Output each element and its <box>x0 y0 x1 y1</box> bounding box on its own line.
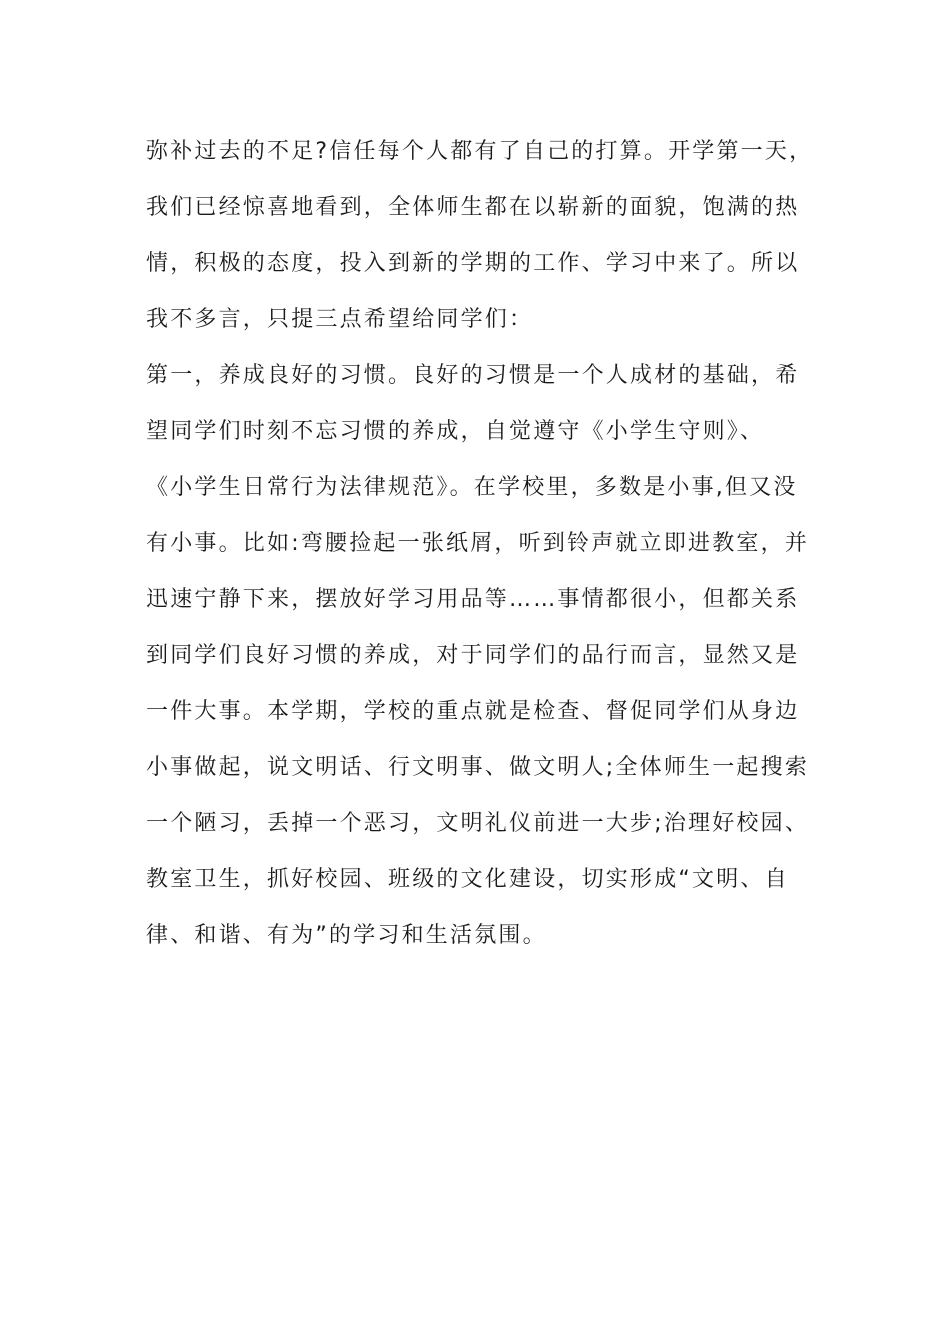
text-line: 弥补过去的不足?信任每个人都有了自己的打算。开学第一天， <box>146 139 814 164</box>
text-line: 我不多言，只提三点希望给同学们： <box>146 307 534 332</box>
text-line: 律、和谐、有为”的学习和生活氛围。 <box>146 923 547 948</box>
text-line: 教室卫生，抓好校园、班级的文化建设，切实形成“文明、自 <box>146 867 789 892</box>
text-line: 情，积极的态度，投入到新的学期的工作、学习中来了。所以 <box>146 251 800 276</box>
text-line: 我们已经惊喜地看到，全体师生都在以崭新的面貌，饱满的热 <box>146 195 800 220</box>
text-line: 望同学们时刻不忘习惯的养成，自觉遵守《小学生守则》、 <box>146 419 765 444</box>
text-line: 小事做起，说文明话、行文明事、做文明人;全体师生一起搜索 <box>146 755 810 780</box>
body-text <box>146 124 826 964</box>
text-line: 一件大事。本学期，学校的重点就是检查、督促同学们从身边 <box>146 699 800 724</box>
text-line: 有小事。比如:弯腰捡起一张纸屑，听到铃声就立即进教室，并 <box>146 531 810 556</box>
text-line: 第一，养成良好的习惯。良好的习惯是一个人成材的基础，希 <box>146 363 800 388</box>
text-line: 迅速宁静下来，摆放好学习用品等……事情都很小，但都关系 <box>146 587 800 612</box>
text-line: 到同学们良好习惯的养成，对于同学们的品行而言，显然又是 <box>146 643 800 668</box>
text-line: 一个陋习，丢掉一个恶习，文明礼仪前进一大步;治理好校园、 <box>146 811 810 836</box>
text-line: 《小学生日常行为法律规范》。在学校里，多数是小事,但又没 <box>146 475 798 500</box>
